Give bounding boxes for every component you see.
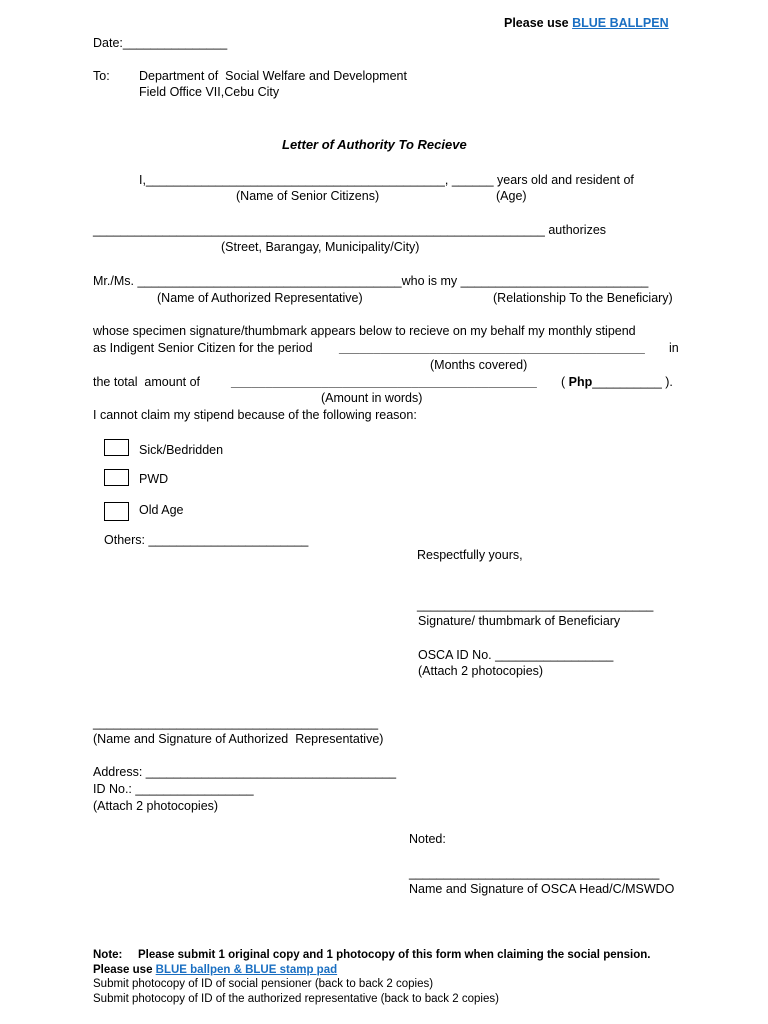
caption-representative: (Name of Authorized Representative)	[157, 291, 363, 305]
caption-relationship: (Relationship To the Beneficiary)	[493, 291, 673, 305]
blue-ballpen-link[interactable]: BLUE BALLPEN	[572, 16, 669, 30]
use-prefix: Please use	[93, 964, 156, 976]
footer-representative-id: Submit photocopy of ID of the authorized representative (back to back 2 copies)	[93, 993, 499, 1005]
footer-pensioner-id: Submit photocopy of ID of social pensioner (back to back 2 copies)	[93, 978, 434, 990]
representative-signature-caption: (Name and Signature of Authorized Representative)	[93, 732, 384, 746]
beneficiary-signature-line: __________________________________	[417, 598, 654, 612]
osca-head-signature-caption: Name and Signature of OSCA Head/C/MSWDO	[409, 882, 675, 896]
instruction-prefix: Please use	[504, 16, 573, 30]
footer-note	[93, 948, 651, 963]
others-field: Others: _______________________	[104, 533, 309, 547]
beneficiary-signature-caption: Signature/ thumbmark of Beneficiary	[418, 614, 621, 628]
reason-label-sick: Sick/Bedridden	[139, 443, 224, 457]
blue-ballpen-instruction	[504, 16, 669, 31]
address-line: _________________________________________________________________ authorizes	[93, 223, 607, 237]
representative-line: Mr./Ms. ______________________________________who is my ___________________________	[93, 274, 649, 288]
pwd-checkbox[interactable]	[104, 469, 129, 486]
blue-ballpen-stamp-link[interactable]: BLUE ballpen & BLUE stamp pad	[155, 964, 338, 976]
senior-name-line: I,___________________________________________, ______ years old and resident of	[139, 173, 634, 187]
period-line-suffix: in	[669, 341, 679, 355]
osca-id-field: OSCA ID No. _________________	[418, 648, 614, 662]
sick-bedridden-checkbox[interactable]	[104, 439, 129, 456]
amount-php	[561, 375, 673, 390]
recipient-line-2: Field Office VII,Cebu City	[139, 85, 280, 99]
beneficiary-attach-note: (Attach 2 photocopies)	[418, 664, 544, 678]
representative-attach-note: (Attach 2 photocopies)	[93, 799, 219, 813]
noted-label: Noted:	[409, 832, 446, 846]
to-label: To:	[93, 69, 110, 83]
amount-blank: ____________________________________________	[231, 375, 537, 389]
note-label: Note:	[93, 949, 123, 961]
osca-head-signature-line: ____________________________________	[409, 866, 660, 880]
period-line-prefix: as Indigent Senior Citizen for the period	[93, 341, 313, 355]
caption-amount-words: (Amount in words)	[321, 391, 423, 405]
caption-months-covered: (Months covered)	[430, 358, 528, 372]
php-blank: __________ ).	[592, 375, 673, 389]
amount-line-prefix: the total amount of	[93, 375, 201, 389]
representative-id-field: ID No.: _________________	[93, 782, 254, 796]
php-open: (	[561, 375, 569, 389]
old-age-checkbox[interactable]	[104, 502, 129, 521]
respectfully-yours: Respectfully yours,	[417, 548, 523, 562]
recipient-line-1: Department of Social Welfare and Development	[139, 69, 407, 83]
reason-label-old-age: Old Age	[139, 503, 184, 517]
document-title: Letter of Authority To Recieve	[282, 137, 467, 152]
specimen-line: whose specimen signature/thumbmark appears below to recieve on my behalf my monthly stipend	[93, 324, 636, 338]
representative-address-field: Address: ____________________________________	[93, 765, 397, 779]
caption-address: (Street, Barangay, Municipality/City)	[221, 240, 420, 254]
note-text: Please submit 1 original copy and 1 photocopy of this form when claiming the social pension.	[138, 949, 651, 961]
php-label: Php	[568, 375, 593, 389]
representative-signature-line: _________________________________________	[93, 716, 379, 730]
date-field: Date:_______________	[93, 36, 228, 50]
footer-pen-instruction	[93, 963, 337, 978]
reason-label-pwd: PWD	[139, 472, 169, 486]
reason-intro: I cannot claim my stipend because of the following reason:	[93, 408, 417, 422]
caption-age: (Age)	[496, 189, 527, 203]
period-blank: ____________________________________________	[339, 341, 645, 355]
caption-senior-name: (Name of Senior Citizens)	[236, 189, 380, 203]
